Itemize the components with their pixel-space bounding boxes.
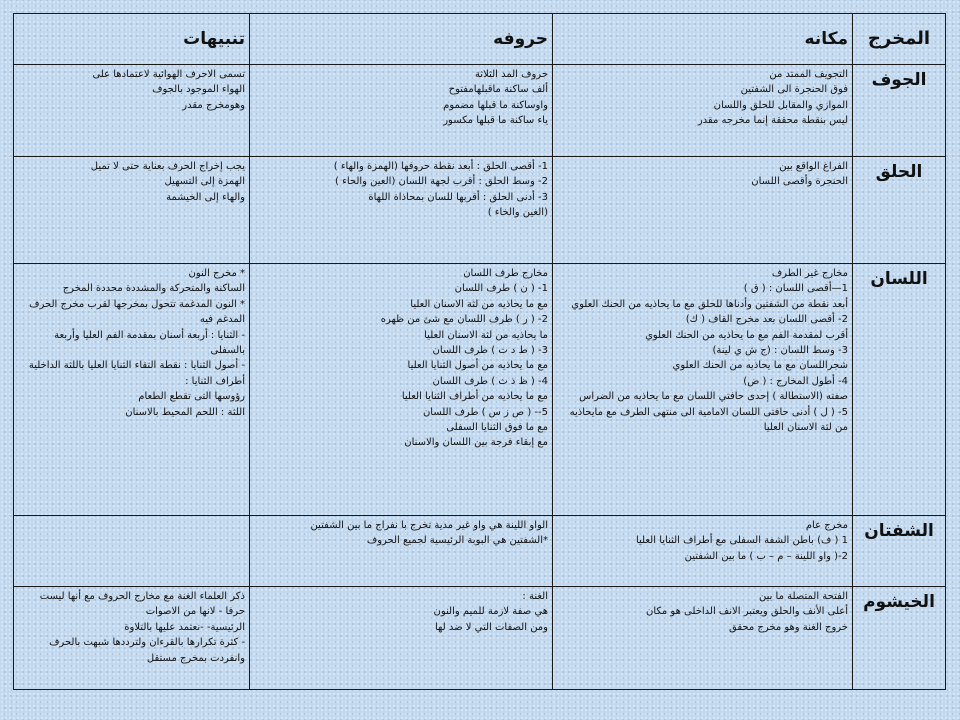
notes-line: والهاء إلى الخيشمة [166, 191, 245, 203]
letters-line: 1- أقصى الحلق : أبعد نقطة حروفها (الهمزة والهاء ) [333, 161, 548, 172]
location-line: ليس بنقطة محققة إنما مخرجه مقدر [697, 115, 848, 127]
outlet-letters-cell [250, 587, 553, 690]
outlet-notes-cell [14, 65, 250, 157]
location-line: 4- أطول المخارج : ( ض) [743, 375, 848, 387]
outlet-row-shafatan [14, 516, 946, 587]
outlet-row-lisan [14, 264, 946, 516]
location-line: 5- ( ل ) أدنى حافتى اللسان الامامية الى منتهى الطرف مع مايحاذيه من لثة الاسنان العليا [569, 406, 848, 434]
notes-line: الهمزة إلى التسهيل [164, 176, 245, 188]
outlet-letters-cell [250, 65, 553, 157]
outlet-name: الشفتان [853, 516, 946, 587]
location-line: الموازي والمقابل للحلق واللسان [713, 99, 848, 111]
letters-line: الغنة : [522, 591, 548, 602]
notes-line: وهومخرج مقدر [182, 99, 245, 111]
outlet-location-cell [553, 157, 853, 264]
letters-line: 1- ( ن ) طرف اللسان [454, 283, 548, 295]
notes-line: الرئيسية- -نعتمد عليها بالتلاوة [124, 621, 245, 633]
letters-line: 3- ( ط د ت ) طرف اللسان [432, 345, 548, 357]
location-line: صفته (الاستطالة ) إحدى حافتي اللسان مع ما يحاذيه من الضراس [579, 391, 848, 403]
location-line: الفراغ الواقع بين [779, 161, 848, 172]
notes-line: رؤوسها التى تقطع الطعام [138, 391, 245, 403]
letters-line: مخارج طرف اللسان [463, 268, 548, 279]
header-outlet: المخرج [853, 14, 946, 65]
location-line: 1—أقصى اللسان : ( ق ) [743, 283, 848, 295]
outlet-location-cell [553, 516, 853, 587]
letters-line: ومن الصفات التي لا ضد لها [434, 621, 548, 633]
notes-line: أطراف الثنايا : [185, 375, 245, 387]
header-letters: حروفه [250, 14, 553, 65]
articulation-points-table [13, 13, 946, 690]
header-location: مكانه [553, 14, 853, 65]
letters-line: حروف المد الثلاثة [474, 69, 548, 80]
letters-line: هي صفة لازمة للميم والنون [433, 606, 548, 618]
location-line: مخارج غير الطرف [771, 268, 848, 279]
letters-line: مع إبقاء فرجة بين اللسان والاسنان [404, 437, 548, 449]
outlet-notes-cell [14, 516, 250, 587]
notes-line: * مخرج النون [188, 268, 245, 279]
location-line: الحنجرة وأقصى اللسان [751, 176, 848, 188]
outlet-row-halq [14, 157, 946, 264]
letters-line: مع ما يحاذيه من أصول الثنايا العليا [407, 360, 548, 372]
notes-line: اللثة : اللحم المحيط بالاسنان [125, 406, 245, 418]
letters-line: 2- ( ر ) طرف اللسان مع شئ من ظهره [380, 314, 548, 326]
outlet-notes-cell [14, 587, 250, 690]
notes-line: - أصول الثنايا : نقطة التقاء الثنايا العليا باللثة الداخلية [28, 360, 245, 372]
outlet-name: الجوف [853, 65, 946, 157]
outlet-row-khayshum [14, 587, 946, 690]
location-line: أبعد نقطة من الشفتين وأدناها للحلق مع ما يحاذيه من الحنك العلوي [571, 298, 848, 310]
letters-line: (الغين والخاء ) [487, 207, 548, 219]
outlet-name: الخيشوم [853, 587, 946, 690]
notes-line: ذكر العلماء الغنة مع مخارج الحروف مع أنها ليست حرفا - لانها من الاصوات [39, 591, 245, 618]
outlet-name: اللسان [853, 264, 946, 516]
outlet-letters-cell [250, 516, 553, 587]
location-line: خروج الغنة وهو مخرج محقق [729, 621, 848, 633]
location-line: أعلى الأنف والحلق ويعتبر الانف الداخلى هو مكان [645, 606, 848, 618]
outlet-location-cell [553, 65, 853, 157]
outlet-row-jawf [14, 65, 946, 157]
letters-line: مع ما يحاذيه من أطراف الثنايا العليا [401, 391, 548, 403]
notes-line: الهواء الموجود بالجوف [152, 84, 245, 96]
outlet-notes-cell [14, 157, 250, 264]
location-line: 3- وسط اللسان : (ج ش ي لينة) [712, 345, 848, 357]
letters-line: 4- ( ظ ذ ث ) طرف اللسان [432, 375, 548, 387]
notes-line: تسمى الاحرف الهوائية لاعتمادها على [92, 69, 245, 80]
letters-line: ياء ساكنة ما قبلها مكسور [443, 115, 548, 127]
letters-line: واوساكنة ما قبلها مضموم [443, 99, 548, 111]
letters-line: مع ما يحاذيه من لثة الاسنان العليا [410, 298, 548, 310]
letters-line: 5-- ( ص ز س ) طرف اللسان [422, 406, 548, 418]
outlets-table-container [14, 13, 946, 689]
location-line: أقرب لمقدمة الفم مع ما يحاذيه من الحنك العلوي [645, 329, 848, 341]
letters-line: ما يحاذيه من لثة الاسنان العليا [424, 329, 548, 341]
location-line: فوق الحنجرة الى الشفتين [740, 84, 848, 96]
outlet-name: الحلق [853, 157, 946, 264]
notes-line: * النون المدغمة تتحول بمخرجها لقرب مخرج الحرف المدغم فيه [29, 298, 245, 326]
letters-line: مع ما فوق الثنايا السفلى [446, 422, 548, 434]
notes-line: - الثنايا : أربعة أسنان بمقدمة الفم العليا وأربعة بالسفلى [54, 329, 245, 357]
location-line: 2-( واو اللينة – م – ب ) ما بين الشفتين [684, 550, 848, 562]
table-header-row [14, 14, 946, 65]
outlet-location-cell [553, 587, 853, 690]
location-line: 2- أقصى اللسان بعد مخرج القاف ( ك) [685, 314, 848, 326]
notes-line: - كثرة تكرارها بالقرءان ولترددها شبهت بالحرف وانفردت بمخرج مستقل [49, 637, 245, 664]
outlet-letters-cell [250, 264, 553, 516]
letters-line: *الشفتين هي البوبة الرئيسية لجميع الحروف [366, 535, 548, 547]
notes-line: يجب إخراج الحرف بعناية حتى لا تميل [90, 161, 245, 172]
outlet-letters-cell [250, 157, 553, 264]
location-line: الفتحة المتصلة ما بين [758, 591, 848, 602]
outlet-location-cell [553, 264, 853, 516]
notes-line: الساكنة والمتحركة والمشددة محددة المخرج [62, 283, 245, 295]
location-line: التجويف الممتد من [769, 69, 848, 80]
outlet-notes-cell [14, 264, 250, 516]
location-line: 1 ( ف) باطن الشفة السفلى مع أطراف الثنايا العليا [635, 535, 848, 547]
letters-line: 2- وسط الحلق : أقرب لجهة اللسان (العين والحاء ) [335, 176, 548, 188]
letters-line: الواو اللينة هي واو غير مدية تخرج با نفراج ما بين الشفتين [310, 520, 548, 531]
location-line: مخرج عام [805, 520, 848, 531]
header-notes: تنبيهات [14, 14, 250, 65]
letters-line: 3- أدنى الحلق : أقربها للسان بمحاذاة اللهاة [368, 191, 548, 203]
letters-line: ألف ساكنة ماقبلهامفتوح [448, 84, 548, 96]
location-line: شجراللسان مع ما يحاذيه من الحنك العلوي [672, 360, 848, 372]
